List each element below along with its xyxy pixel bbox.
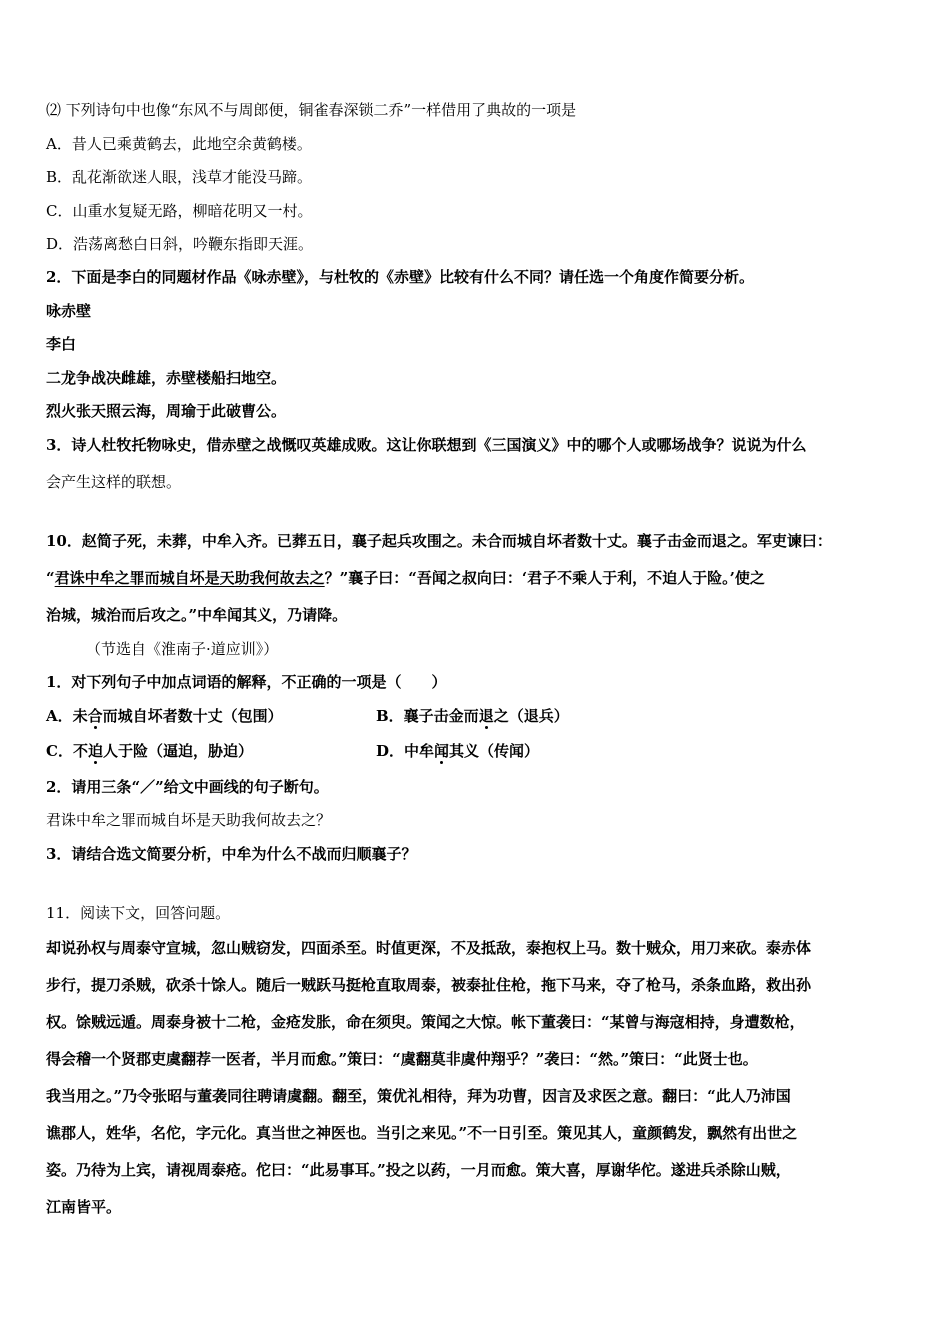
q10-source: （节选自《淮南子·道应训》） (86, 640, 279, 658)
option-b-suffix: 之（退兵） (493, 707, 569, 725)
q11-passage-line-5: 我当用之。”乃令张昭与董袭同往聘请虞翻。翻至，策优礼相待，拜为功曹，因言及求医之意。翻曰：“此人乃沛国 (46, 1087, 791, 1105)
poem-title: 咏赤壁 (46, 302, 92, 320)
q9-sub2-question: ⑵ 下列诗句中也像“东风不与周郎便，铜雀春深锁二乔”一样借用了典故的一项是 (46, 101, 577, 119)
q11-title: 11．阅读下文，回答问题。 (46, 904, 231, 922)
q11-passage-line-8: 江南皆平。 (46, 1198, 122, 1216)
q10-option-c (46, 741, 253, 761)
q10-option-d (376, 741, 539, 761)
q10-question-2-sentence: 君诛中牟之罪而城自坏是天助我何故去之？ (46, 811, 332, 829)
q11-passage-line-2: 步行，提刀杀贼，砍杀十馀人。随后一贼跃马挺枪直取周泰，被泰扯住枪，拖下马来，夺了枪马，杀条血路，救出孙 (46, 976, 812, 994)
q11-passage-line-3: 权。馀贼远遁。周泰身被十二枪，金疮发胀，命在须臾。策闻之大惊。帐下董袭曰：“某曾与海寇相持，身遭数枪， (46, 1013, 805, 1031)
option-b-prefix: B．襄子击金而 (376, 707, 479, 725)
option-a-dotted-word: 合 (87, 707, 103, 725)
option-d-dotted-word: 闻 (434, 742, 450, 760)
option-a-suffix: 而城自坏者数十丈（包围） (102, 707, 283, 725)
q11-passage-line-4: 得会稽一个贤郡吏虞翻荐一医者，半月而愈。”策曰：“虞翻莫非虞仲翔乎？”袭曰：“然。”策曰：“此贤士也。 (46, 1050, 758, 1068)
q11-passage-line-6: 谯郡人，姓华，名佗，字元化。真当世之神医也。当引之来见。”不一日引至。策见其人，童颜鹤发，飘然有出世之 (46, 1124, 798, 1142)
q10-option-a (46, 706, 283, 726)
q9-question-3-line-2: 会产生这样的联想。 (46, 473, 182, 491)
q10-question-3: 3．请结合选文简要分析，中牟为什么不战而归顺襄子？ (46, 845, 417, 863)
q10-passage-line-1: 10．赵简子死，未葬，中牟入齐。已葬五日，襄子起兵攻围之。未合而城自坏者数十丈。襄子击金而退之。军吏谏曰： (46, 532, 832, 550)
option-b-dotted-word: 退 (478, 707, 494, 725)
poem-author: 李白 (46, 335, 77, 353)
underlined-sentence: 君诛中牟之罪而城自坏是天助我何故去之 (54, 569, 325, 587)
option-c-suffix: 人于险（逼迫，胁迫） (102, 742, 253, 760)
poem-line-1: 二龙争战决雌雄，赤壁楼船扫地空。 (46, 369, 287, 387)
q9-option-a: A．昔人已乘黄鹤去，此地空余黄鹤楼。 (46, 135, 312, 153)
q10-passage-line-3: 治城，城治而后攻之。”中牟闻其义，乃请降。 (46, 606, 348, 624)
q10-passage-line-2 (46, 568, 765, 588)
option-d-suffix: 其义（传闻） (449, 742, 540, 760)
q9-question-2: 2．下面是李白的同题材作品《咏赤壁》，与杜牧的《赤壁》比较有什么不同？请任选一个角度作简要分析。 (46, 268, 754, 286)
q10-question-2: 2．请用三条“／”给文中画线的句子断句。 (46, 778, 329, 796)
q11-passage-line-7: 姿。乃待为上宾，请视周泰疮。佗曰：“此易事耳。”投之以药，一月而愈。策大喜，厚谢华佗。遂进兵杀除山贼， (46, 1161, 791, 1179)
option-a-prefix: A．未 (46, 707, 88, 725)
open-quote: “ (46, 569, 55, 587)
passage-continuation: ？”襄子曰：“吾闻之叔向曰：‘君子不乘人于利，不迫人于险。’使之 (324, 569, 765, 587)
poem-line-2: 烈火张天照云海，周瑜于此破曹公。 (46, 402, 287, 420)
q9-option-d: D．浩荡离愁白日斜，吟鞭东指即天涯。 (46, 235, 314, 253)
q11-passage-line-1: 却说孙权与周泰守宣城，忽山贼窃发，四面杀至。时值更深，不及抵敌，泰抱权上马。数十贼众，用刀来砍。泰赤体 (46, 939, 812, 957)
option-c-dotted-word: 迫 (87, 742, 103, 760)
q9-option-b: B．乱花渐欲迷人眼，浅草才能没马蹄。 (46, 168, 313, 186)
q9-question-3-line-1: 3．诗人杜牧托物咏史，借赤壁之战慨叹英雄成败。这让你联想到《三国演义》中的哪个人或哪场战争？说说为什么 (46, 436, 807, 454)
option-d-prefix: D．中牟 (376, 742, 435, 760)
option-c-prefix: C．不 (46, 742, 88, 760)
q10-question-1: 1．对下列句子中加点词语的解释，不正确的一项是（ ） (46, 673, 447, 691)
q9-option-c: C．山重水复疑无路，柳暗花明又一村。 (46, 202, 313, 220)
q10-option-b (376, 706, 569, 726)
